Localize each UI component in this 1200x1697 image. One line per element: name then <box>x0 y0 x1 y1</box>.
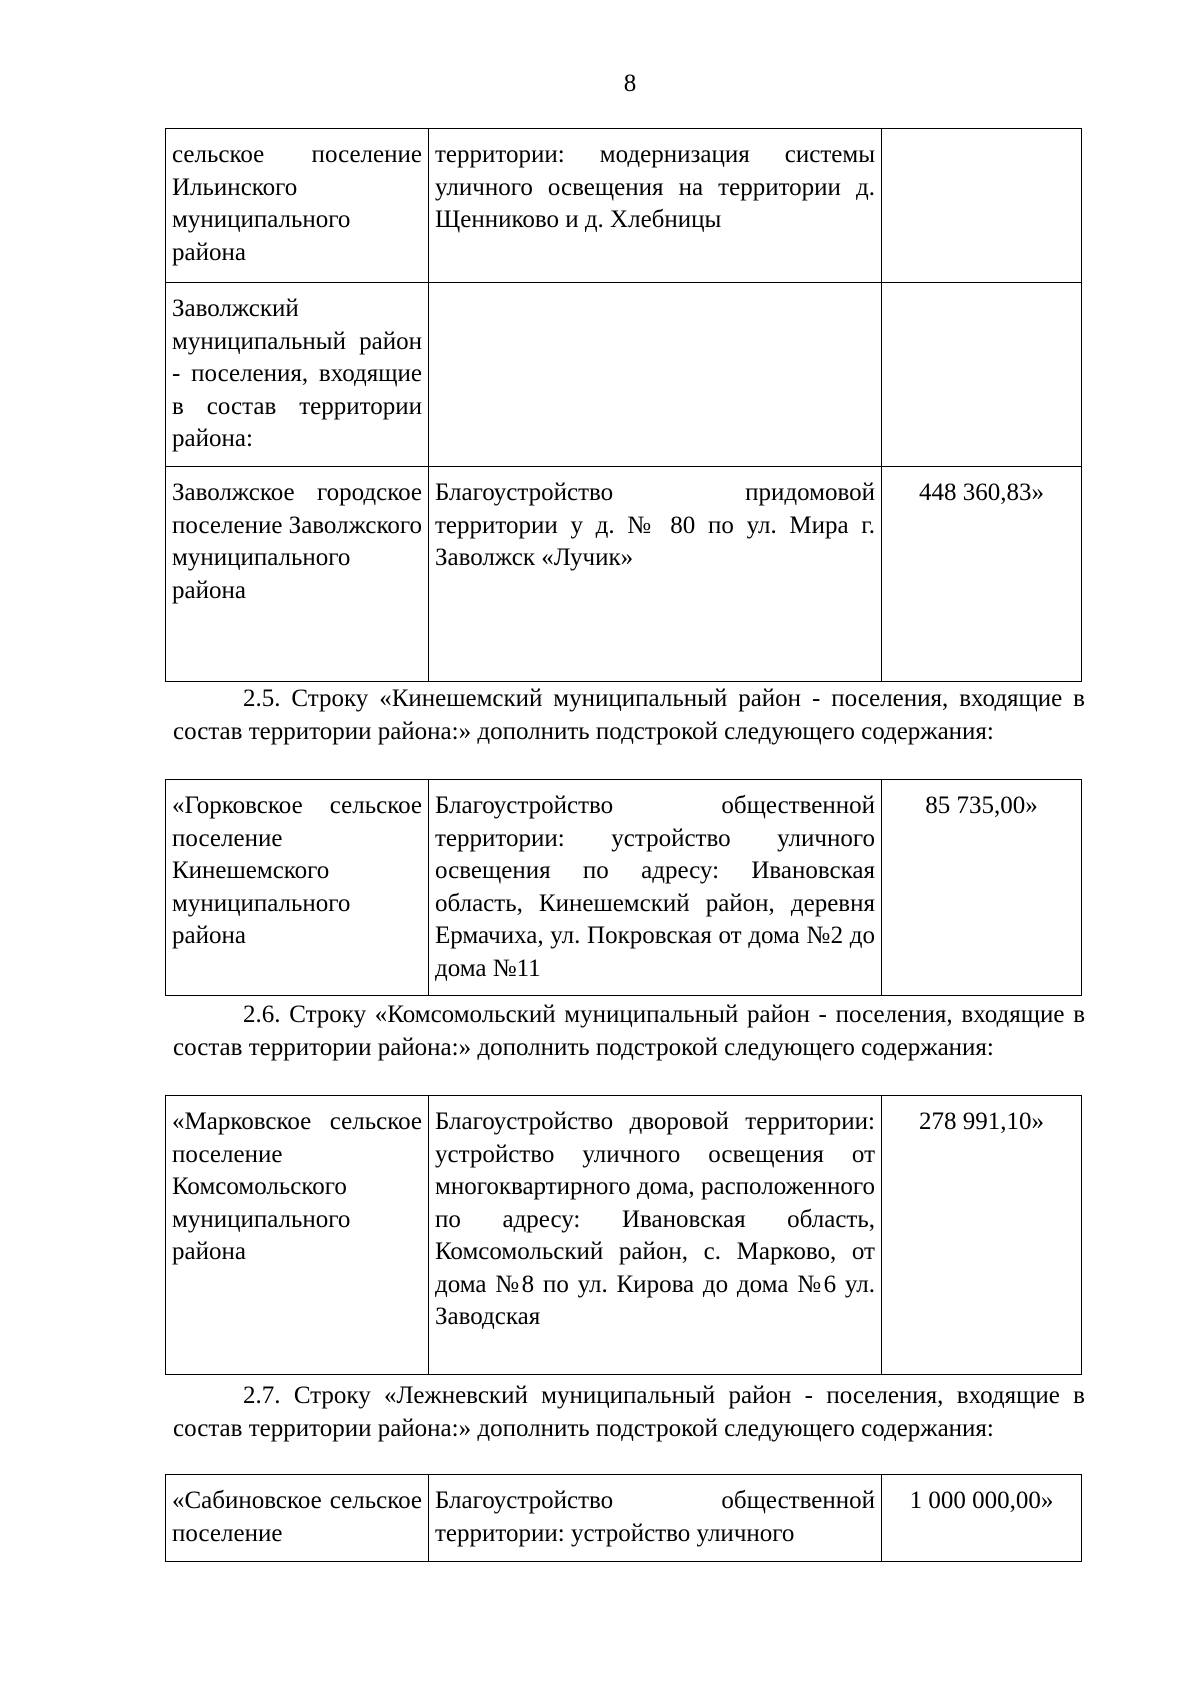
kineshma-addition-table <box>165 779 1082 996</box>
lezhnevo-addition-table <box>165 1474 1082 1562</box>
project-cell: Благоустройство общественной территории: устройство уличного освещения по адресу: Ивановская область, Кинешемский район, деревня Ермачиха, ул. Покровская от дома №2 до дома №11 <box>429 780 882 996</box>
amount-cell: 448 360,83» <box>882 467 1082 682</box>
amount-cell <box>882 283 1082 467</box>
settlement-cell: «Марковское сельское поселение Комсомольского муниципального района <box>166 1096 429 1375</box>
table-row <box>166 780 1082 996</box>
table-row <box>166 1096 1082 1375</box>
table-row <box>166 467 1082 682</box>
settlement-cell: сельское поселение Ильинского муниципального района <box>166 129 429 283</box>
settlement-cell: Заволжское городское поселение Заволжского муниципального района <box>166 467 429 682</box>
settlement-cell: «Сабиновское сельское поселение <box>166 1475 429 1562</box>
settlement-cell: «Горковское сельское поселение Кинешемского муниципального района <box>166 780 429 996</box>
allocation-table-continued <box>165 128 1082 682</box>
amount-cell: 85 735,00» <box>882 780 1082 996</box>
table-row <box>166 1475 1082 1562</box>
project-cell: Благоустройство общественной территории: устройство уличного <box>429 1475 882 1562</box>
amount-cell: 1 000 000,00» <box>882 1475 1082 1562</box>
project-cell: территории: модернизация системы уличного освещения на территории д. Щенниково и д. Хлебницы <box>429 129 882 283</box>
amount-cell: 278 991,10» <box>882 1096 1082 1375</box>
district-heading-cell: Заволжский муниципальный район - поселения, входящие в состав территории района: <box>166 283 429 467</box>
komsomolsk-addition-table <box>165 1095 1082 1375</box>
project-cell: Благоустройство дворовой территории: устройство уличного освещения от многоквартирного дома, расположенного по адресу: Ивановская область, Комсомольский район, с. Марково, от дома №8 по ул. Кирова до дома №6 ул. Заводская <box>429 1096 882 1375</box>
amount-cell <box>882 129 1082 283</box>
paragraph-2-7: 2.7. Строку «Лежневский муниципальный район - поселения, входящие в состав территории района:» дополнить подстрокой следующего содержания: <box>173 1382 1085 1442</box>
paragraph-2-6: 2.6. Строку «Комсомольский муниципальный район - поселения, входящие в состав территории района:» дополнить подстрокой следующего содержания: <box>173 1001 1085 1061</box>
table-row <box>166 283 1082 467</box>
table-row <box>166 129 1082 283</box>
paragraph-2-5: 2.5. Строку «Кинешемский муниципальный район - поселения, входящие в состав территории района:» дополнить подстрокой следующего содержания: <box>173 685 1085 745</box>
project-cell <box>429 283 882 467</box>
page-number: 8 <box>623 70 637 97</box>
project-cell: Благоустройство придомовой территории у д. № 80 по ул. Мира г. Заволжск «Лучик» <box>429 467 882 682</box>
